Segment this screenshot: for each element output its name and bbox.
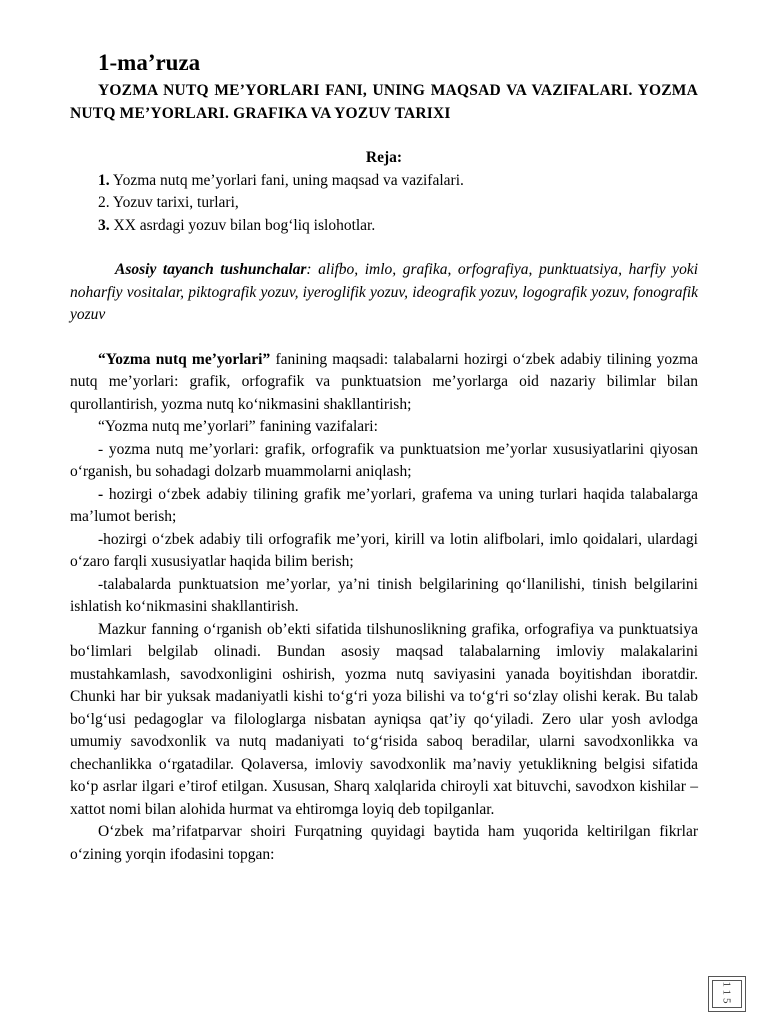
lecture-title: 1-ma’ruza xyxy=(98,50,201,75)
plan-item xyxy=(70,215,698,238)
purpose-label: “Yozma nutq me’yorlari” xyxy=(98,350,271,368)
plan-item-text: Yozuv tarixi, turlari, xyxy=(109,194,239,211)
key-concepts-label: Asosiy tayanch tushunchalar xyxy=(115,261,307,278)
plan-item-text: XX asrdagi yozuv bilan bog‘liq islohotlar. xyxy=(109,216,376,234)
plan-item-number: 2. xyxy=(98,194,110,211)
task-item xyxy=(70,484,698,529)
task-text: yozma nutq me’yorlari: grafik, orfografik va punktuatsion me’yorlar xususiyatlarini qiyosan o‘rganish, bu sohadagi dolzarb muammolarni aniqlash; xyxy=(70,440,698,480)
plan-item xyxy=(70,170,698,193)
task-item xyxy=(70,574,698,619)
tasks-heading: “Yozma nutq me’yorlari” fanining vazifalari: xyxy=(98,418,378,435)
task-text: hozirgi o‘zbek adabiy tili orfografik me’yori, kirill va lotin alifbolari, imlo qoidalari, ulardagi o‘zaro farqli xususiyatlar haqida bilim berish; xyxy=(70,530,698,570)
plan-list xyxy=(70,170,698,238)
furqat-paragraph: O‘zbek ma’rifatparvar shoiri Furqatning quyidagi baytida ham yuqorida keltirilgan fikrlar o‘zining yorqin ifodasini topgan: xyxy=(70,823,698,863)
task-text: talabalarda punktuatsion me’yorlar, ya’ni tinish belgilarining qo‘llanilishi, tinish belgilarini ishlatish ko‘nikmasini shakllantirish. xyxy=(70,575,698,615)
document-page xyxy=(70,48,698,866)
page-number: 115 xyxy=(721,981,733,1007)
subject-paragraph: Mazkur fanning o‘rganish ob’ekti sifatida tilshunoslikning grafika, orfografiya va punktuatsiya bo‘limlari belgilab olinadi. Bundan asosiy maqsad talabalarning imloviy malakalarini mustahkamlash, savodxonligini oshirish, yozma nutq saviyasini yanada boyitishdan iboratdir. Chunki har bir yuksak madaniyatli kishi to‘g‘ri yoza bilishi va to‘g‘ri so‘zlay olishi kerak. Bu talab bo‘lg‘usi pedagoglar va filologlarga nisbatan ayniqsa qat’iy qo‘yiladi. Zero ular yosh avlodga umumiy savodxonlik va nutq madaniyati to‘g‘risida saboq beradilar, ularni savodxonlikka va chechanlikka o‘rgatadilar. Qolaversa, imloviy savodxonlik ma’naviy yetuklikning belgisi sifatida ko‘p asrlar ilgari e’tirof etilgan. Xususan, Sharq xalqlarida chiroyli xat bituvchi, savodxon kishilar – xattot nomi bilan alohida hurmat va ehtiromga loyiq deb topilganlar. xyxy=(70,620,698,818)
task-prefix: - xyxy=(98,530,104,548)
plan-item xyxy=(70,192,698,215)
task-item xyxy=(70,529,698,574)
purpose-text: fanining maqsadi: talabalarni hozirgi o‘zbek adabiy tilining yozma nutq me’yorlari: grafik, orfografik va punktuatsion me’yorlarga oid nazariy bilimlar bilan qurollantirish, yozma nutq ko‘nikmasini shakllantirish; xyxy=(70,350,698,413)
task-prefix: - xyxy=(98,440,104,458)
plan-item-number: 1. xyxy=(98,171,110,189)
plan-heading: Reja: xyxy=(365,149,403,166)
task-prefix: - xyxy=(98,575,104,593)
key-concepts xyxy=(70,259,698,327)
lecture-subtitle: YOZMA NUTQ ME’YORLARI FANI, UNING MAQSAD VA VAZIFALARI. YOZMA NUTQ ME’YORLARI. GRAFIKA VA YOZUV TARIXI xyxy=(70,82,698,122)
key-concepts-text: : alifbo, imlo, grafika, orfografiya, punktuatsiya, harfiy yoki noharfiy vositalar, piktografik yozuv, iyeroglifik yozuv, ideografik yozuv, logografik yozuv, fonografik yozuv xyxy=(70,261,698,323)
task-text: hozirgi o‘zbek adabiy tilining grafik me’yorlari, grafema va uning turlari haqida talabalarga ma’lumot berish; xyxy=(70,485,698,525)
task-item xyxy=(70,439,698,484)
page-number-box xyxy=(708,976,746,1012)
plan-item-number: 3. xyxy=(98,216,110,234)
task-prefix: - xyxy=(98,485,104,503)
plan-item-text: Yozma nutq me’yorlari fani, uning maqsad va vazifalari. xyxy=(109,171,464,189)
purpose-paragraph xyxy=(70,349,698,417)
